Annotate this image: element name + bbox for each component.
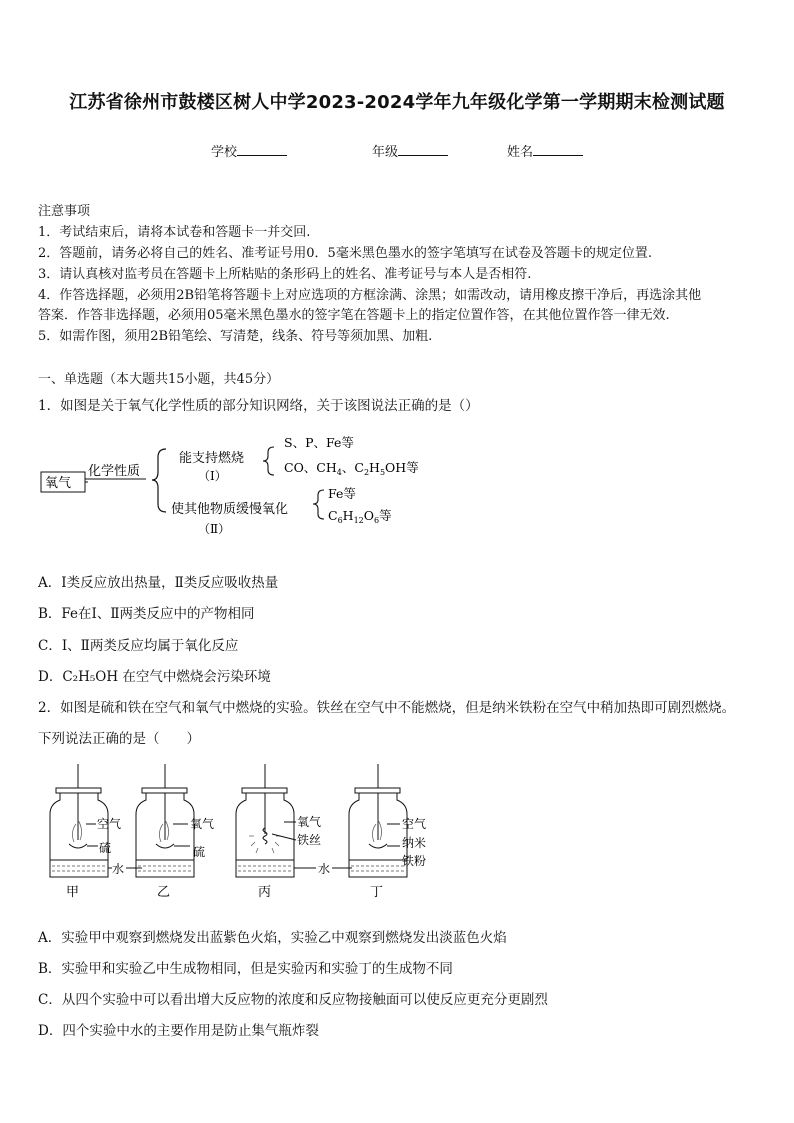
- grade-field: [372, 141, 448, 160]
- branch2-tag: （Ⅱ）: [198, 522, 231, 536]
- name-field: [507, 141, 583, 160]
- notice-item: 2．答题前，请务必将自己的姓名、准考证号用0．5毫米黑色墨水的签字笔填写在试卷及答题卡的规定位置.: [38, 246, 652, 261]
- branch1-label: 能支持燃烧: [179, 451, 245, 466]
- school-blank: [237, 143, 287, 156]
- branch2-item2: $C_6H_{12}O_6$等: [328, 508, 392, 525]
- water-label-2: 水: [318, 862, 331, 876]
- branch2-label: 使其他物质缓慢氧化: [171, 502, 289, 517]
- name-label: 姓名: [507, 145, 534, 160]
- brace-main: [152, 449, 166, 512]
- property-label: 化学性质: [88, 464, 141, 479]
- section-heading: 一、单选题（本大题共15小题，共45分）: [38, 372, 280, 387]
- q1-option-d: D．C₂H₅OH 在空气中燃烧会污染环境: [38, 669, 271, 685]
- jar-ding-label-gas: 空气: [402, 817, 427, 831]
- name-blank: [533, 143, 583, 156]
- jar-jia: [50, 764, 121, 900]
- q2-option-d: D．四个实验中水的主要作用是防止集气瓶炸裂: [38, 1023, 319, 1039]
- jar-ding: [349, 764, 426, 900]
- jar-ding-label-nano: 纳米: [402, 836, 427, 850]
- notice-item: 答案．作答非选择题，必须用05毫米黑色墨水的签字笔在答题卡上的指定位置作答，在其他位置作答一律无效.: [38, 308, 670, 323]
- q1-option-c: C．Ⅰ、Ⅱ两类反应均属于氧化反应: [38, 638, 239, 654]
- branch2-item1: Fe等: [328, 486, 356, 501]
- question-2-stem-line1: 2．如图是硫和铁在空气和氧气中燃烧的实验。铁丝在空气中不能燃烧，但是纳米铁粉在空气中稍加热即可剧烈燃烧。: [38, 700, 736, 716]
- notice-item: 1．考试结束后，请将本试卷和答题卡一并交回.: [38, 225, 311, 240]
- jar-bing-label-gas: 氧气: [297, 815, 322, 829]
- school-field: [211, 141, 287, 160]
- combustion-experiment-figure: [40, 762, 440, 904]
- jar-yi-label-gas: 氧气: [190, 817, 215, 831]
- q2-option-c: C．从四个实验中可以看出增大反应物的浓度和反应物接触面可以使反应更充分更剧烈: [38, 992, 548, 1008]
- notice-item: 3．请认真核对监考员在答题卡上所粘贴的条形码上的姓名、准考证号与本人是否相符.: [38, 267, 532, 282]
- root-label: 氧气: [45, 476, 72, 491]
- jar-yi-name: 乙: [157, 885, 171, 900]
- jar-jia-label-sulfur: 硫: [99, 841, 112, 855]
- jar-jia-label-gas: 空气: [97, 817, 122, 831]
- brace-branch1: [263, 447, 274, 475]
- question-1-stem: 1．如图是关于氧气化学性质的部分知识网络，关于该图说法正确的是（）: [38, 398, 479, 414]
- jar-jia-name: 甲: [66, 885, 80, 900]
- school-label: 学校: [211, 145, 238, 160]
- grade-blank: [398, 143, 448, 156]
- grade-label: 年级: [372, 145, 399, 160]
- branch1-tag: （Ⅰ）: [198, 469, 227, 483]
- jar-bing-name: 丙: [258, 885, 272, 900]
- q1-option-b: B．Fe在Ⅰ、Ⅱ两类反应中的产物相同: [38, 606, 255, 622]
- brace-branch2: [313, 490, 324, 519]
- q2-option-b: B．实验甲和实验乙中生成物相同，但是实验丙和实验丁的生成物不同: [38, 961, 453, 977]
- jar-yi-label-sulfur: 硫: [193, 845, 206, 859]
- q1-option-a: A．Ⅰ类反应放出热量，Ⅱ类反应吸收热量: [38, 575, 279, 591]
- jar-yi: [136, 764, 214, 900]
- page-title: 江苏省徐州市鼓楼区树人中学2023-2024学年九年级化学第一学期期末检测试题: [69, 92, 725, 113]
- oxygen-property-diagram: [38, 430, 458, 542]
- notice-heading: 注意事项: [38, 204, 91, 219]
- jar-bing: [236, 764, 321, 900]
- branch1-item2: CO、$CH_4$、$C_2H_5OH$等: [284, 460, 419, 477]
- jar-ding-name: 丁: [370, 885, 384, 900]
- water-label-1: 水: [112, 862, 125, 876]
- jar-ding-label-powder: 铁粉: [402, 854, 427, 868]
- question-2-stem-line2: 下列说法正确的是（ ）: [38, 731, 200, 747]
- jar-bing-label-wire: 铁丝: [297, 833, 322, 847]
- branch1-item1: S、P、Fe等: [284, 435, 354, 450]
- notice-item: 4．作答选择题，必须用2B铅笔将答题卡上对应选项的方框涂满、涂黑；如需改动，请用橡皮擦干净后，再选涂其他: [38, 288, 702, 303]
- notice-item: 5．如需作图，须用2B铅笔绘、写清楚，线条、符号等须加黑、加粗.: [38, 329, 433, 344]
- q2-option-a: A．实验甲中观察到燃烧发出蓝紫色火焰，实验乙中观察到燃烧发出淡蓝色火焰: [38, 930, 507, 946]
